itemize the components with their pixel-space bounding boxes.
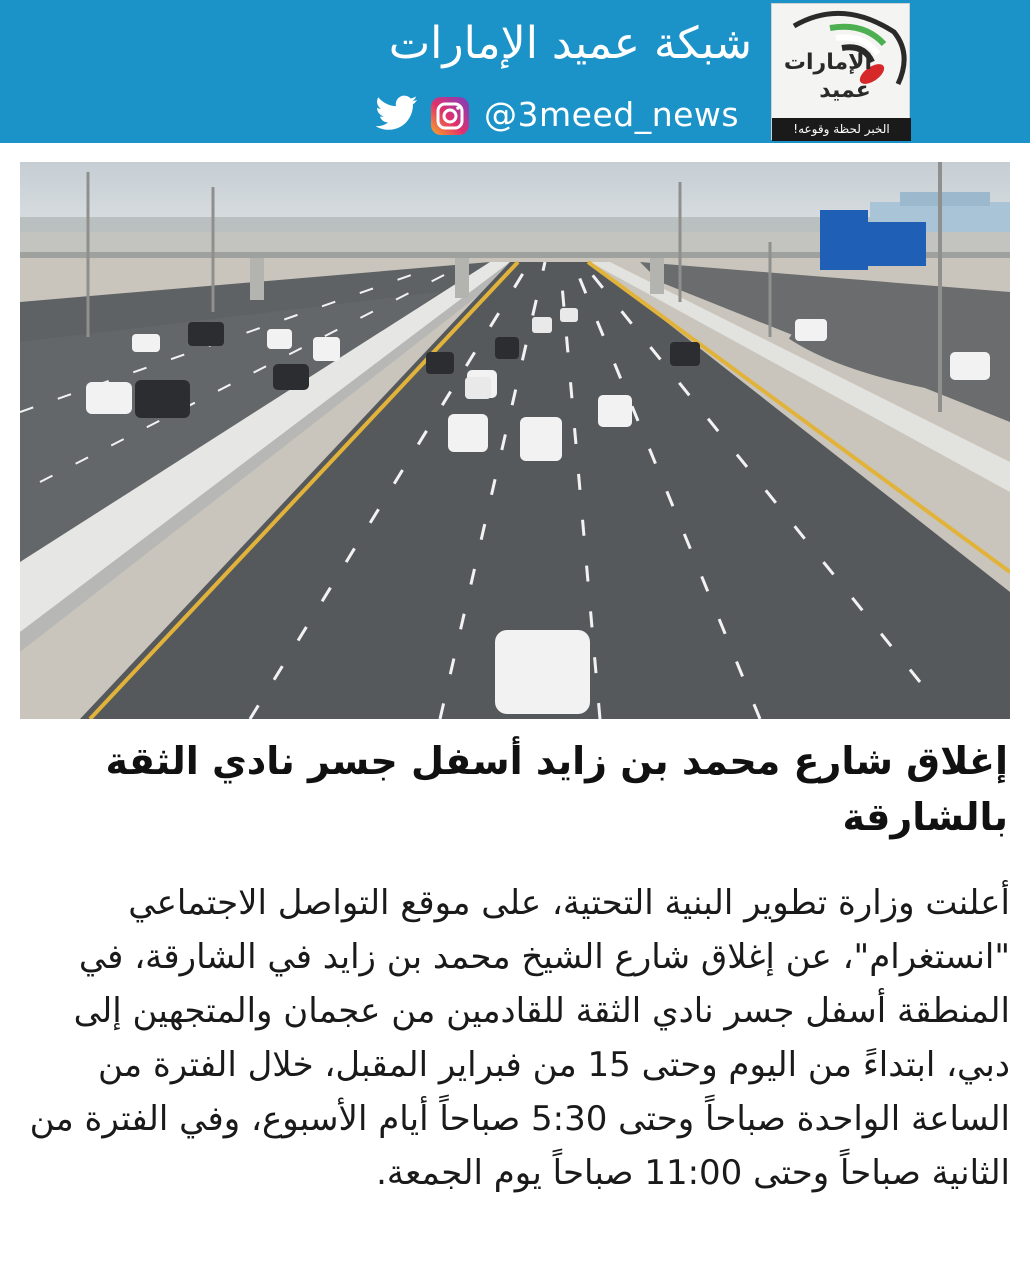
highway-photo-illustration <box>20 162 1010 719</box>
logo-line-1: الإمارات <box>783 50 872 75</box>
article-headline: إغلاق شارع محمد بن زايد أسفل جسر نادي الثقة بالشارقة <box>105 739 1008 839</box>
header-banner <box>0 0 1030 143</box>
instagram-icon[interactable] <box>430 96 470 136</box>
article-body: أعلنت وزارة تطوير البنية التحتية، على موقع التواصل الاجتماعي "انستغرام"، عن إغلاق شارع الشيخ محمد بن زايد في الشارقة، في المنطقة أسفل جسر نادي الثقة للقادمين من عجمان والمتجهين إلى دبي، ابتداءً من اليوم وحتى 15 من فبراير المقبل، خلال الفترة من الساعة الواحدة صباحاً وحتى 5:30 صباحاً أيام الأسبوع، وفي الفترة من الثانية صباحاً وحتى 11:00 صباحاً يوم الجمعة. <box>29 883 1010 1193</box>
twitter-icon[interactable] <box>376 94 418 132</box>
social-row <box>360 92 760 138</box>
logo-line-2: عميد <box>819 78 871 103</box>
site-logo[interactable] <box>771 3 910 140</box>
twitter-handle[interactable]: @3meed_news <box>484 95 740 134</box>
article-photo <box>20 162 1010 719</box>
network-title: شبكة عميد الإمارات <box>388 18 752 69</box>
logo-tagline: الخبر لحظة وقوعه! <box>772 118 911 141</box>
